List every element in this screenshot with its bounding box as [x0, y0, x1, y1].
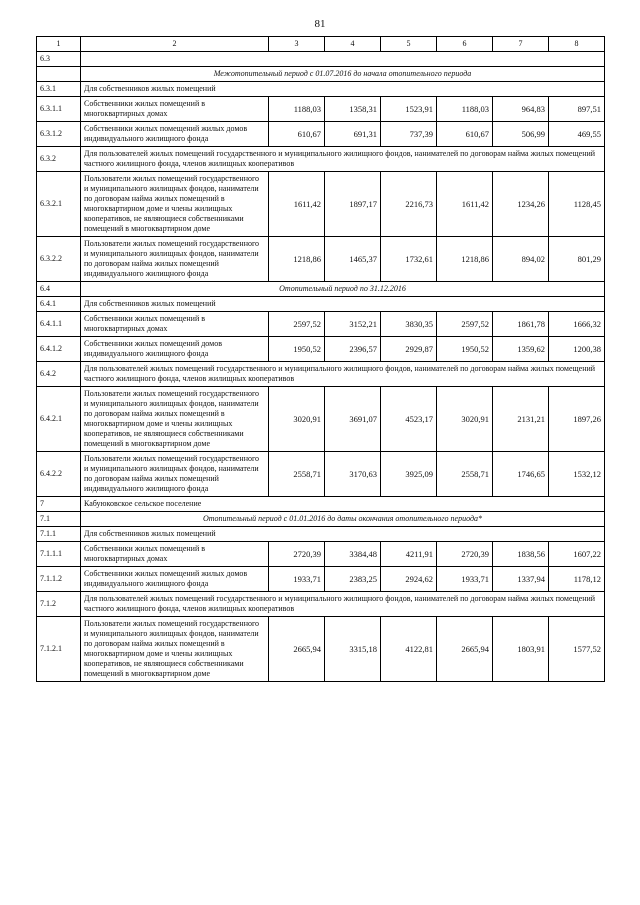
column-number: 3: [269, 37, 325, 52]
tariff-value-cell: 2924,62: [381, 567, 437, 592]
tariff-value-cell: 1188,03: [269, 97, 325, 122]
section-row: [37, 512, 605, 527]
tariff-value-cell: 3925,09: [381, 452, 437, 497]
row-code: 7.1.1: [37, 527, 81, 542]
row-label: Собственники жилых помещений в многоквартирных домах: [81, 542, 269, 567]
tariff-value-cell: 2665,94: [437, 617, 493, 682]
row-code: 6.4.2: [37, 362, 81, 387]
table-row: [37, 387, 605, 452]
tariff-value-cell: 1218,86: [437, 237, 493, 282]
row-label: Пользователи жилых помещений государственного и муниципального жилищных фондов, наниматели по договорам найма жилых помещений в многоквартирном доме и члены жилищных кооперативов, не являющиеся собственниками помещений в многоквартирном доме: [81, 387, 269, 452]
tariff-value-cell: 1200,38: [549, 337, 605, 362]
row-code: 6.3.2.2: [37, 237, 81, 282]
tariff-value-cell: 1577,52: [549, 617, 605, 682]
tariff-value-cell: 1607,22: [549, 542, 605, 567]
row-code: 7.1.2: [37, 592, 81, 617]
tariff-value-cell: 1358,31: [325, 97, 381, 122]
tariff-value-cell: 2558,71: [437, 452, 493, 497]
row-code: 6.4.2.2: [37, 452, 81, 497]
tariff-value-cell: 1897,26: [549, 387, 605, 452]
table-row: [37, 172, 605, 237]
tariff-value-cell: 2720,39: [269, 542, 325, 567]
subsection-title: Для собственников жилых помещений: [81, 82, 605, 97]
tariff-value-cell: 3020,91: [437, 387, 493, 452]
tariff-value-cell: 610,67: [437, 122, 493, 147]
subsection-row: [37, 527, 605, 542]
tariff-value-cell: 1359,62: [493, 337, 549, 362]
tariff-value-cell: 1950,52: [437, 337, 493, 362]
table-row: [37, 567, 605, 592]
tariff-value-cell: 1611,42: [437, 172, 493, 237]
tariff-value-cell: 2597,52: [437, 312, 493, 337]
subsection-title: Для пользователей жилых помещений государственного и муниципального жилищного фондов, нанимателей по договорам найма жилых помещений частного жилищного фонда, членов жилищных кооперативов: [81, 592, 605, 617]
section-title: Отопительный период с 01.01.2016 до даты окончания отопительного периода*: [81, 512, 605, 527]
row-code: 7.1: [37, 512, 81, 527]
subsection-row: [37, 82, 605, 97]
row-code: 6.3.2.1: [37, 172, 81, 237]
row-code: 6.3.1.2: [37, 122, 81, 147]
row-code: 6.4.1: [37, 297, 81, 312]
section-row: [37, 282, 605, 297]
tariff-value-cell: 1218,86: [269, 237, 325, 282]
subsection-row: [37, 147, 605, 172]
row-code: 7: [37, 497, 81, 512]
tariff-value-cell: 3170,63: [325, 452, 381, 497]
table-body: [37, 52, 605, 682]
row-label: Пользователи жилых помещений государственного и муниципального жилищных фондов, наниматели по договорам найма жилых помещений индивидуального жилищного фонда: [81, 452, 269, 497]
table-row: [37, 97, 605, 122]
tariff-value-cell: 4211,91: [381, 542, 437, 567]
column-number: 1: [37, 37, 81, 52]
section-row: [37, 67, 605, 82]
tariff-value-cell: 2597,52: [269, 312, 325, 337]
subsection-title: [81, 52, 605, 67]
column-number: 7: [493, 37, 549, 52]
tariff-value-cell: 3315,18: [325, 617, 381, 682]
tariff-value-cell: 2383,25: [325, 567, 381, 592]
row-code: 7.1.2.1: [37, 617, 81, 682]
table-row: [37, 237, 605, 282]
subsection-title: Для пользователей жилых помещений государственного и муниципального жилищного фондов, нанимателей по договорам найма жилых помещений частного жилищного фонда, членов жилищных кооперативов: [81, 147, 605, 172]
tariff-value-cell: 3691,07: [325, 387, 381, 452]
tariff-value-cell: 894,02: [493, 237, 549, 282]
row-code: 6.3: [37, 52, 81, 67]
tariff-value-cell: 610,67: [269, 122, 325, 147]
tariff-value-cell: 1532,12: [549, 452, 605, 497]
row-label: Пользователи жилых помещений государственного и муниципального жилищных фондов, наниматели по договорам найма жилых помещений в многоквартирном доме и члены жилищных кооперативов, не являющиеся собственниками помещений в многоквартирном доме: [81, 172, 269, 237]
subsection-row: [37, 497, 605, 512]
row-label: Собственники жилых помещений в многоквартирных домах: [81, 312, 269, 337]
tariff-value-cell: 1465,37: [325, 237, 381, 282]
tariff-value-cell: 1178,12: [549, 567, 605, 592]
row-label: Собственники жилых помещений в многоквартирных домах: [81, 97, 269, 122]
column-number: 4: [325, 37, 381, 52]
tariff-value-cell: 4122,81: [381, 617, 437, 682]
tariff-value-cell: 2396,57: [325, 337, 381, 362]
subsection-row: [37, 362, 605, 387]
tariff-value-cell: 1666,32: [549, 312, 605, 337]
tariff-value-cell: 1838,56: [493, 542, 549, 567]
tariff-value-cell: 1523,91: [381, 97, 437, 122]
tariff-value-cell: 2131,21: [493, 387, 549, 452]
tariff-value-cell: 1746,65: [493, 452, 549, 497]
tariff-value-cell: 1234,26: [493, 172, 549, 237]
tariff-value-cell: 1933,71: [269, 567, 325, 592]
row-code: 6.3.1: [37, 82, 81, 97]
tariff-value-cell: 469,55: [549, 122, 605, 147]
subsection-row: [37, 297, 605, 312]
row-code: [37, 67, 81, 82]
table-row: [37, 452, 605, 497]
column-number: 8: [549, 37, 605, 52]
tariff-value-cell: 691,31: [325, 122, 381, 147]
row-code: 6.4.2.1: [37, 387, 81, 452]
tariff-value-cell: 964,83: [493, 97, 549, 122]
row-code: 6.4: [37, 282, 81, 297]
blank-row: [37, 52, 605, 67]
tariff-value-cell: 1128,45: [549, 172, 605, 237]
tariff-value-cell: 897,51: [549, 97, 605, 122]
tariff-value-cell: 1933,71: [437, 567, 493, 592]
table-row: [37, 122, 605, 147]
section-title: Отопительный период по 31.12.2016: [81, 282, 605, 297]
subsection-title: Для собственников жилых помещений: [81, 297, 605, 312]
subsection-title: Для собственников жилых помещений: [81, 527, 605, 542]
subsection-title: Для пользователей жилых помещений государственного и муниципального жилищного фондов, нанимателей по договорам найма жилых помещений частного жилищного фонда, членов жилищных кооперативов: [81, 362, 605, 387]
tariff-value-cell: 2720,39: [437, 542, 493, 567]
column-number-row: [37, 37, 605, 52]
column-number: 2: [81, 37, 269, 52]
row-label: Собственники жилых помещений жилых домов индивидуального жилищного фонда: [81, 122, 269, 147]
row-code: 7.1.1.2: [37, 567, 81, 592]
row-label: Пользователи жилых помещений государственного и муниципального жилищных фондов, наниматели по договорам найма жилых помещений индивидуального жилищного фонда: [81, 237, 269, 282]
table-row: [37, 312, 605, 337]
row-code: 6.4.1.1: [37, 312, 81, 337]
tariff-value-cell: 3020,91: [269, 387, 325, 452]
row-label: Пользователи жилых помещений государственного и муниципального жилищных фондов, наниматели по договорам найма жилых помещений в многоквартирном доме и члены жилищных кооперативов, не являющиеся собственниками помещений в многоквартирном доме: [81, 617, 269, 682]
tariff-value-cell: 4523,17: [381, 387, 437, 452]
column-number: 5: [381, 37, 437, 52]
row-label: Собственники жилых помещений жилых домов индивидуального жилищного фонда: [81, 567, 269, 592]
tariff-value-cell: 2665,94: [269, 617, 325, 682]
tariff-value-cell: 3384,48: [325, 542, 381, 567]
tariff-value-cell: 1188,03: [437, 97, 493, 122]
tariff-value-cell: 737,39: [381, 122, 437, 147]
tariff-value-cell: 2558,71: [269, 452, 325, 497]
subsection-row: [37, 592, 605, 617]
tariff-value-cell: 1732,61: [381, 237, 437, 282]
tariff-value-cell: 1950,52: [269, 337, 325, 362]
table-row: [37, 542, 605, 567]
tariff-value-cell: 3152,21: [325, 312, 381, 337]
table-row: [37, 337, 605, 362]
row-code: 6.3.2: [37, 147, 81, 172]
tariff-value-cell: 2216,73: [381, 172, 437, 237]
page-number: 81: [314, 18, 326, 30]
subsection-title: Кабуюковское сельское поселение: [81, 497, 605, 512]
tariff-value-cell: 1611,42: [269, 172, 325, 237]
tariff-value-cell: 1337,94: [493, 567, 549, 592]
row-label: Собственники жилых помещений домов индивидуального жилищного фонда: [81, 337, 269, 362]
tariff-value-cell: 506,99: [493, 122, 549, 147]
tariff-table: [36, 36, 605, 682]
row-code: 6.3.1.1: [37, 97, 81, 122]
row-code: 7.1.1.1: [37, 542, 81, 567]
column-number: 6: [437, 37, 493, 52]
tariff-value-cell: 1861,78: [493, 312, 549, 337]
row-code: 6.4.1.2: [37, 337, 81, 362]
tariff-table-container: [36, 36, 604, 682]
table-row: [37, 617, 605, 682]
tariff-value-cell: 801,29: [549, 237, 605, 282]
tariff-value-cell: 1803,91: [493, 617, 549, 682]
tariff-value-cell: 3830,35: [381, 312, 437, 337]
tariff-value-cell: 2929,87: [381, 337, 437, 362]
tariff-value-cell: 1897,17: [325, 172, 381, 237]
section-title: Межотопительный период с 01.07.2016 до начала отопительного периода: [81, 67, 605, 82]
